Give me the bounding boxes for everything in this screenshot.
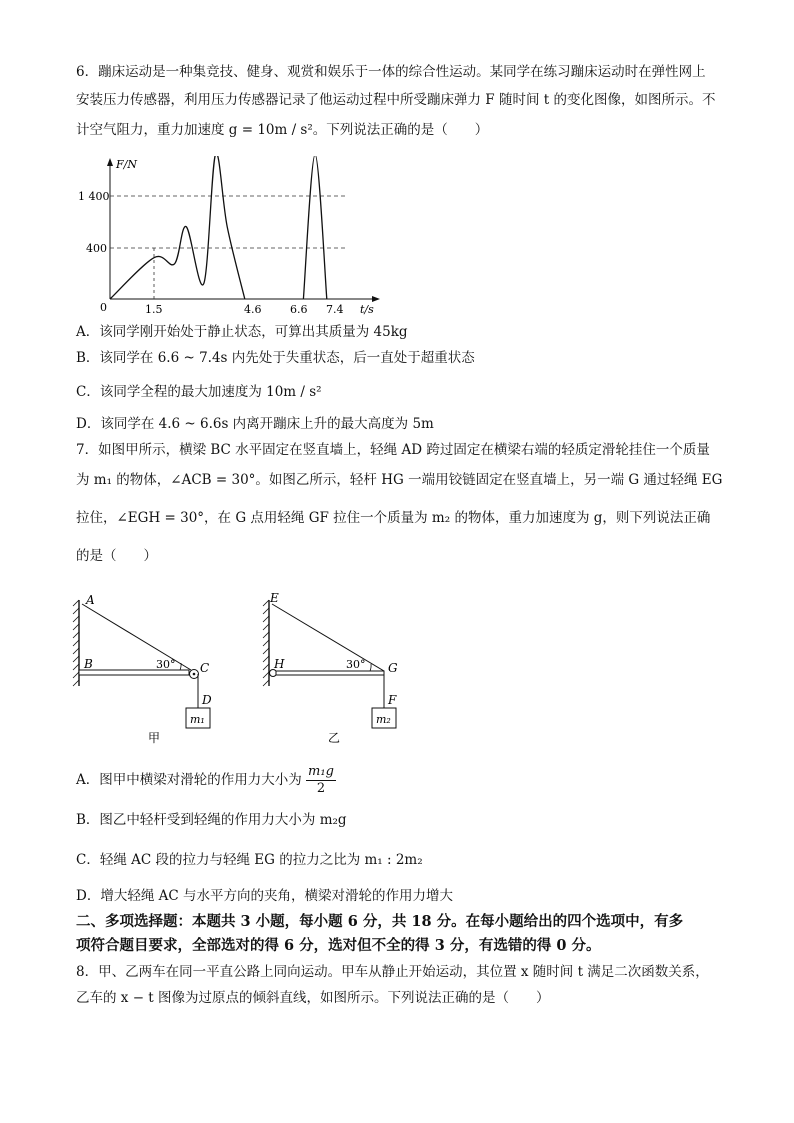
q7-option-d[interactable]: D．增大轻绳 AC 与水平方向的夹角，横梁对滑轮的作用力增大 xyxy=(76,888,453,904)
q6-option-a[interactable]: A．该同学刚开始处于静止状态，可算出其质量为 45kg xyxy=(76,324,408,340)
y-tick-1400: 1 400 xyxy=(78,190,110,203)
force-time-graph xyxy=(76,156,396,316)
q6-option-d[interactable]: D．该同学在 4.6 ~ 6.6s 内离开蹦床上升的最大高度为 5m xyxy=(76,416,434,432)
q6-line-3: 计空气阻力，重力加速度 g = 10m / s²。下列说法正确的是（ ） xyxy=(76,122,489,138)
q6-option-b[interactable]: B．该同学在 6.6 ~ 7.4s 内先处于失重状态，后一直处于超重状态 xyxy=(76,350,475,366)
mass-m2: m₂ xyxy=(376,713,391,726)
figure-yi xyxy=(260,590,420,750)
q7-option-c[interactable]: C．轻绳 AC 段的拉力与轻绳 EG 的拉力之比为 m₁ : 2m₂ xyxy=(76,852,423,868)
caption-yi: 乙 xyxy=(328,731,341,745)
label-h: H xyxy=(274,657,285,671)
force-curve-2 xyxy=(303,156,326,299)
x-tick-7.4: 7.4 xyxy=(326,303,344,316)
q7-option-b[interactable]: B．图乙中轻杆受到轻绳的作用力大小为 m₂g xyxy=(76,812,347,828)
q6-line-1: 6．蹦床运动是一种集竞技、健身、观赏和娱乐于一体的综合性运动。某同学在练习蹦床运动时在弹性网上 xyxy=(76,64,706,80)
y-axis-arrow xyxy=(107,158,113,166)
q7-line-4: 的是（ ） xyxy=(76,548,157,564)
x-axis-arrow xyxy=(372,296,380,302)
label-g: G xyxy=(388,661,398,675)
angle-yi: 30° xyxy=(346,658,366,671)
mass-m1: m₁ xyxy=(190,713,205,726)
q7-line-3: 拉住，∠EGH = 30°，在 G 点用轻绳 GF 拉住一个质量为 m₂ 的物体，重力加速度为 g，则下列说法正确 xyxy=(76,510,711,526)
fraction-numerator: m₁g xyxy=(308,764,334,779)
x-axis-label: t/s xyxy=(360,303,374,316)
label-d: D xyxy=(202,693,212,707)
x-tick-6.6: 6.6 xyxy=(290,303,308,316)
origin-label: 0 xyxy=(100,301,107,314)
force-curve-1 xyxy=(110,156,245,299)
q8-line-2: 乙车的 x − t 图像为过原点的倾斜直线，如图所示。下列说法正确的是（ ） xyxy=(76,990,550,1006)
section2-line-1: 二、多项选择题：本题共 3 小题，每小题 6 分，共 18 分。在每小题给出的四个选项中，有多 xyxy=(76,913,684,930)
caption-jia: 甲 xyxy=(148,731,161,745)
y-tick-400: 400 xyxy=(86,242,107,255)
label-e: E xyxy=(270,591,279,605)
q6-line-2: 安装压力传感器，利用压力传感器记录了他运动过程中所受蹦床弹力 F 随时间 t 的变化图像，如图所示。不 xyxy=(76,92,716,108)
figure-jia xyxy=(70,590,240,750)
q7-line-1: 7．如图甲所示，横梁 BC 水平固定在竖直墙上，轻绳 AD 跨过固定在横梁右端的轻质定滑轮挂住一个质量 xyxy=(76,442,710,458)
q8-line-1: 8．甲、乙两车在同一平直公路上同向运动。甲车从静止开始运动，其位置 x 随时间 t 满足二次函数关系， xyxy=(76,964,709,980)
x-tick-4.6: 4.6 xyxy=(244,303,262,316)
angle-jia: 30° xyxy=(156,658,176,671)
section2-line-2: 项符合题目要求，全部选对的得 6 分，选对但不全的得 3 分，有选错的得 0 分。 xyxy=(76,937,601,954)
q6-option-c[interactable]: C．该同学全程的最大加速度为 10m / s² xyxy=(76,384,322,400)
label-a: A xyxy=(86,593,95,607)
fraction-denominator: 2 xyxy=(316,781,326,796)
y-axis-label: F/N xyxy=(116,158,137,171)
q7-option-a-text: A．图甲中横梁对滑轮的作用力大小为 xyxy=(76,772,302,788)
label-f: F xyxy=(388,693,397,707)
x-tick-1.5: 1.5 xyxy=(145,303,163,316)
q7-line-2: 为 m₁ 的物体，∠ACB = 30°。如图乙所示，轻杆 HG 一端用铰链固定在竖直墙上，另一端 G 通过轻绳 EG xyxy=(76,472,723,488)
label-b: B xyxy=(84,657,93,671)
label-c: C xyxy=(200,661,210,675)
fraction-m1g-over-2 xyxy=(306,764,336,797)
q7-option-a[interactable] xyxy=(76,764,336,797)
